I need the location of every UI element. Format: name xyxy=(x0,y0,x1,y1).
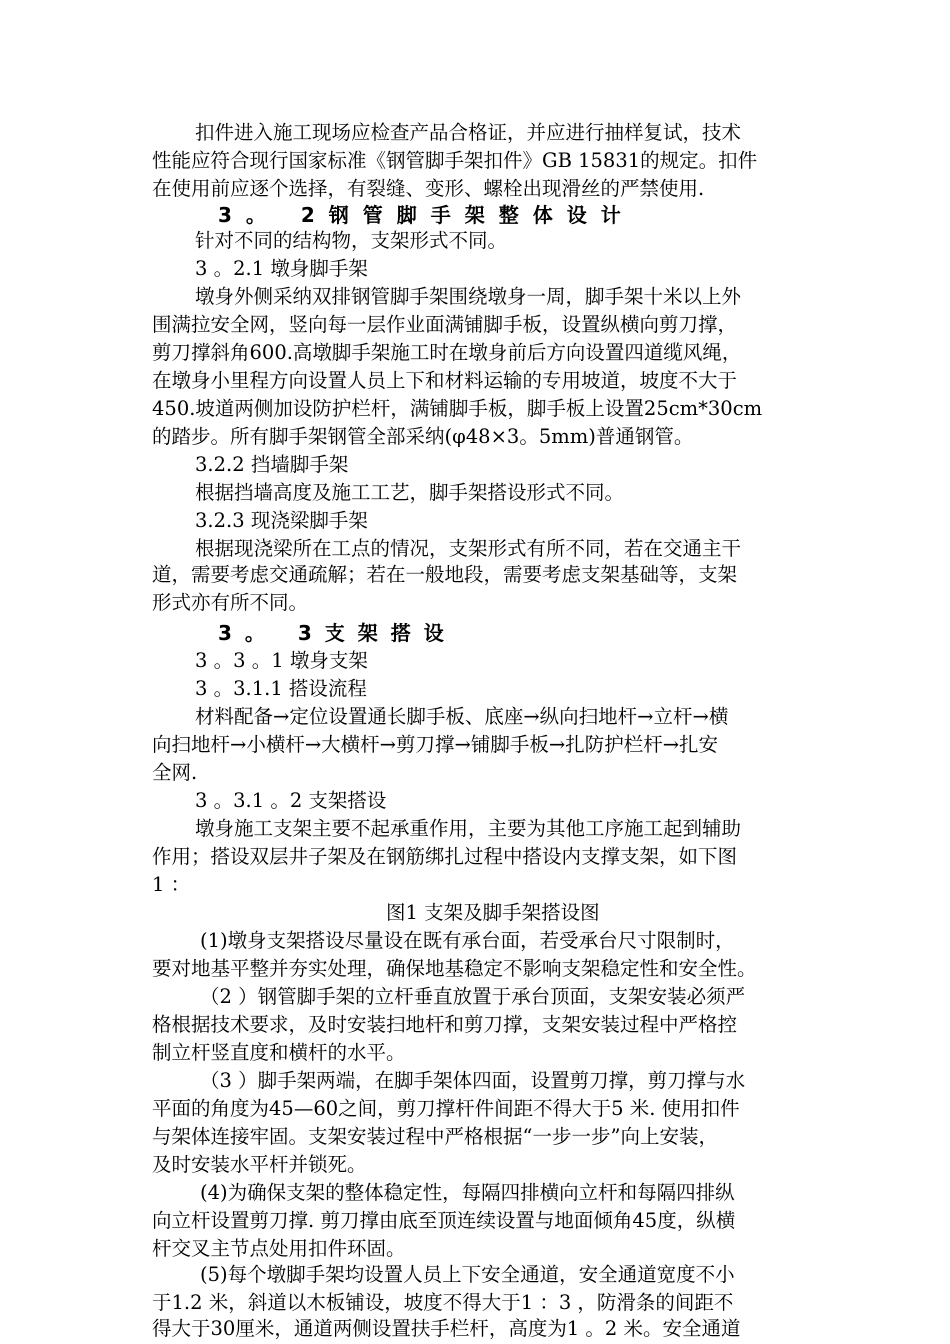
list-item-line: （3 ）脚手架两端，在脚手架体四面，设置剪刀撑，剪刀撑与水 xyxy=(200,1069,746,1092)
section-heading-3-3: 3。 3支架搭设 xyxy=(218,621,457,645)
subsection-heading-3-3-1: 3 。3 。1 墩身支架 xyxy=(195,649,368,672)
paragraph-line: 根据现浇梁所在工点的情况，支架形式有所不同，若在交通主干 xyxy=(195,537,742,560)
list-item-line: (5)每个墩脚手架均设置人员上下安全通道，安全通道宽度不小 xyxy=(200,1263,735,1286)
subsection-heading-3-3-1-1: 3 。3.1.1 搭设流程 xyxy=(195,677,367,700)
list-item-line: 向立杆设置剪刀撑. 剪刀撑由底至顶连续设置与地面倾角45度，纵横 xyxy=(152,1209,736,1232)
subsection-heading-3-3-1-2: 3 。3.1 。2 支架搭设 xyxy=(195,789,387,812)
list-item-line: 杆交叉主节点处用扣件环固。 xyxy=(152,1237,406,1260)
paragraph-line: 扣件进入施工现场应检查产品合格证，并应进行抽样复试，技术 xyxy=(195,121,742,144)
list-item-line: (1)墩身支架搭设尽量设在既有承台面，若受承台尺寸限制时， xyxy=(200,929,735,952)
list-item-line: 得大于30厘米，通道两侧设置扶手栏杆，高度为1 。2 米。安全通道 xyxy=(152,1317,741,1340)
list-item-line: （2 ）钢管脚手架的立杆垂直放置于承台顶面，支架安装必须严 xyxy=(200,985,746,1008)
list-item-line: (4)为确保支架的整体稳定性，每隔四排横向立杆和每隔四排纵 xyxy=(200,1181,735,1204)
subsection-heading-3-2-3: 3.2.3 现浇梁脚手架 xyxy=(195,509,368,532)
paragraph-line: 向扫地杆→小横杆→大横杆→剪刀撑→铺脚手板→扎防护栏杆→扎安 xyxy=(152,733,719,756)
paragraph-line: 全网. xyxy=(152,761,198,784)
paragraph-line: 墩身施工支架主要不起承重作用，主要为其他工序施工起到辅助 xyxy=(195,817,742,840)
paragraph-line: 墩身外侧采纳双排钢管脚手架围绕墩身一周，脚手架十米以上外 xyxy=(195,285,742,308)
paragraph-line: 1 ： xyxy=(152,873,191,896)
paragraph-line: 在使用前应逐个选择，有裂缝、变形、螺栓出现滑丝的严禁使用. xyxy=(152,177,705,200)
list-item-line: 与架体连接牢固。支架安装过程中严格根据“一步一步”向上安装， xyxy=(152,1125,718,1148)
paragraph-line: 道，需要考虑交通疏解；若在一般地段，需要考虑支架基础等，支架 xyxy=(152,563,738,586)
paragraph-line: 作用；搭设双层井子架及在钢筋绑扎过程中搭设内支撑支架，如下图 xyxy=(152,845,738,868)
list-item-line: 要对地基平整并夯实处理，确保地基稳定不影响支架稳定性和安全性。 xyxy=(152,957,757,980)
subsection-heading-3-2-2: 3.2.2 挡墙脚手架 xyxy=(195,453,349,476)
paragraph-line: 形式亦有所不同。 xyxy=(152,591,309,614)
paragraph-line: 材料配备→定位设置通长脚手板、底座→纵向扫地杆→立杆→横 xyxy=(195,705,729,728)
paragraph-line: 根据挡墙高度及施工工艺，脚手架搭设形式不同。 xyxy=(195,481,625,504)
paragraph-line: 围满拉安全网，竖向每一层作业面满铺脚手板，设置纵横向剪刀撑， xyxy=(152,313,738,336)
paragraph-line: 针对不同的结构物，支架形式不同。 xyxy=(195,229,508,252)
paragraph-line: 性能应符合现行国家标准《钢管脚手架扣件》GB 15831的规定。扣件 xyxy=(152,149,758,172)
list-item-line: 平面的角度为45—60之间，剪刀撑杆件间距不得大于5 米. 使用扣件 xyxy=(152,1097,740,1120)
subsection-heading-3-2-1: 3 。2.1 墩身脚手架 xyxy=(195,257,368,280)
section-heading-3-2: 3。 2钢管脚手架整体设计 xyxy=(218,203,635,227)
paragraph-line: 的踏步。所有脚手架钢管全部采纳(φ48×3。5mm)普通钢管。 xyxy=(152,425,694,448)
list-item-line: 制立杆竖直度和横杆的水平。 xyxy=(152,1041,406,1064)
list-item-line: 及时安装水平杆并锁死。 xyxy=(152,1153,367,1176)
list-item-line: 于1.2 米，斜道以木板铺设，坡度不得大于1 ：3 ，防滑条的间距不 xyxy=(152,1291,734,1314)
paragraph-line: 剪刀撑斜角600.高墩脚手架施工时在墩身前后方向设置四道缆风绳， xyxy=(152,341,742,364)
paragraph-line: 450.坡道两侧加设防护栏杆，满铺脚手板，脚手板上设置25cm*30cm xyxy=(152,397,763,420)
figure-caption: 图1 支架及脚手架搭设图 xyxy=(386,901,600,924)
list-item-line: 格根据技术要求，及时安装扫地杆和剪刀撑，支架安装过程中严格控 xyxy=(152,1013,738,1036)
paragraph-line: 在墩身小里程方向设置人员上下和材料运输的专用坡道，坡度不大于 xyxy=(152,369,738,392)
